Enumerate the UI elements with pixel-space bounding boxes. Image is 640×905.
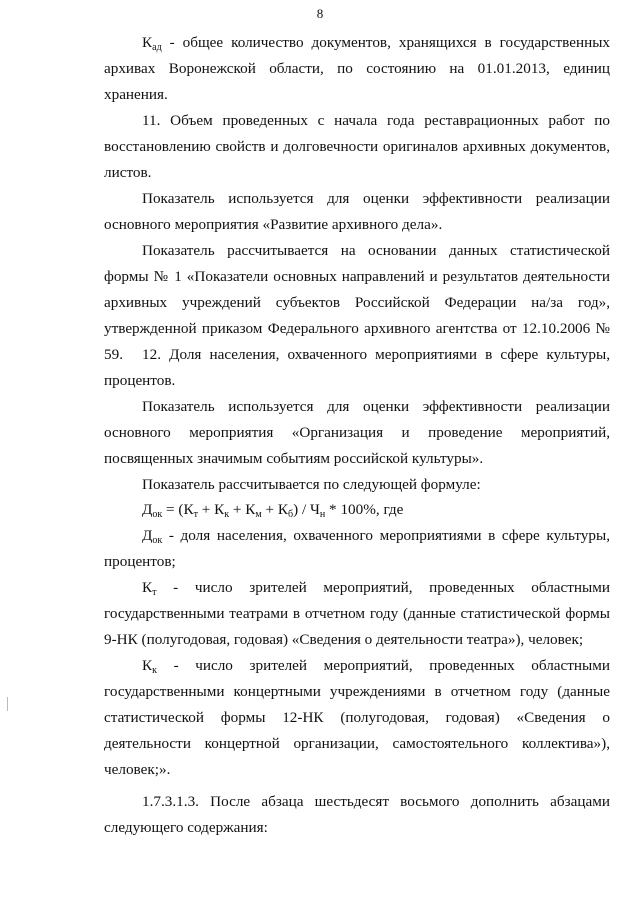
- formula-symbol: Д: [142, 501, 153, 518]
- paragraph-kt-definition: [104, 575, 610, 653]
- symbol-subscript: т: [152, 587, 157, 598]
- symbol: Д: [142, 527, 153, 544]
- formula: [104, 497, 610, 523]
- formula-part: ) / Ч: [293, 501, 320, 518]
- formula-subscript: н: [319, 509, 326, 520]
- paragraph-calculation-basis: Показатель рассчитывается на основании данных статистической формы № 1 «Показатели основных направлений и результатов деятельности архивных учреждений субъектов Российской Федерации на/за год», утвержденной приказом Федерального архивного агентства от 12.10.2006 № 59.: [104, 242, 610, 363]
- paragraph-indicator-usage: Показатель используется для оценки эффективности реализации основного мероприятия «Развитие архивного дела».: [104, 190, 610, 233]
- symbol-subscript: к: [152, 665, 157, 676]
- formula-part: = (К: [162, 501, 194, 518]
- paragraph-text: - число зрителей мероприятий, проведенных областными государственными концертными учреждениями в отчетном году (данные статистической формы 12-НК (полугодовая, годовая) «Сведения о деятельности концертной организации, самостоятельного коллектива»), человек;».: [104, 657, 610, 778]
- symbol: К: [142, 657, 153, 674]
- paragraph-item-12: 12. Доля населения, охваченного мероприятиями в сфере культуры, процентов.: [104, 346, 610, 389]
- formula-subscript: т: [193, 509, 198, 520]
- paragraph-kad-definition: [104, 30, 610, 108]
- page-number: 8: [316, 6, 324, 21]
- formula-subscript: ок: [152, 509, 163, 520]
- paragraph-text: - общее количество документов, хранящихся в государственных архивах Воронежской области, по состоянию на 01.01.2013, единиц хранения.: [104, 34, 610, 103]
- formula-subscript: к: [224, 509, 230, 520]
- paragraph-text: - число зрителей мероприятий, проведенных областными государственными театрами в отчетном году (данные статистической формы 9-НК (полугодовая, годовая) «Сведения о деятельности театра»), человек;: [104, 579, 610, 648]
- formula-subscript: б: [288, 509, 294, 520]
- symbol: К: [142, 579, 153, 596]
- symbol-subscript: ад: [152, 42, 162, 53]
- symbol-subscript: ок: [152, 535, 163, 546]
- paragraph-amendment: 1.7.3.1.3. После абзаца шестьдесят восьмого дополнить абзацами следующего содержания:: [104, 793, 610, 836]
- formula-part: * 100%, где: [325, 501, 404, 518]
- paragraph-dok-definition: [104, 523, 610, 575]
- paragraph-indicator-usage-2: Показатель используется для оценки эффективности реализации основного мероприятия «Организация и проведение мероприятий, посвященных значимым событиям российской культуры».: [104, 398, 610, 467]
- margin-mark: [7, 697, 8, 711]
- paragraph-formula-intro: Показатель рассчитывается по следующей формуле:: [142, 476, 481, 493]
- paragraph-kk-definition: [104, 653, 610, 783]
- formula-part: + К: [261, 501, 289, 518]
- paragraph-item-11: 11. Объем проведенных с начала года реставрационных работ по восстановлению свойств и долговечности оригиналов архивных документов, листов.: [104, 112, 610, 181]
- symbol: К: [142, 34, 153, 51]
- paragraph-text: - доля населения, охваченного мероприятиями в сфере культуры, процентов;: [104, 527, 610, 570]
- formula-part: + К: [229, 501, 256, 518]
- formula-part: + К: [197, 501, 225, 518]
- formula-subscript: м: [255, 509, 262, 520]
